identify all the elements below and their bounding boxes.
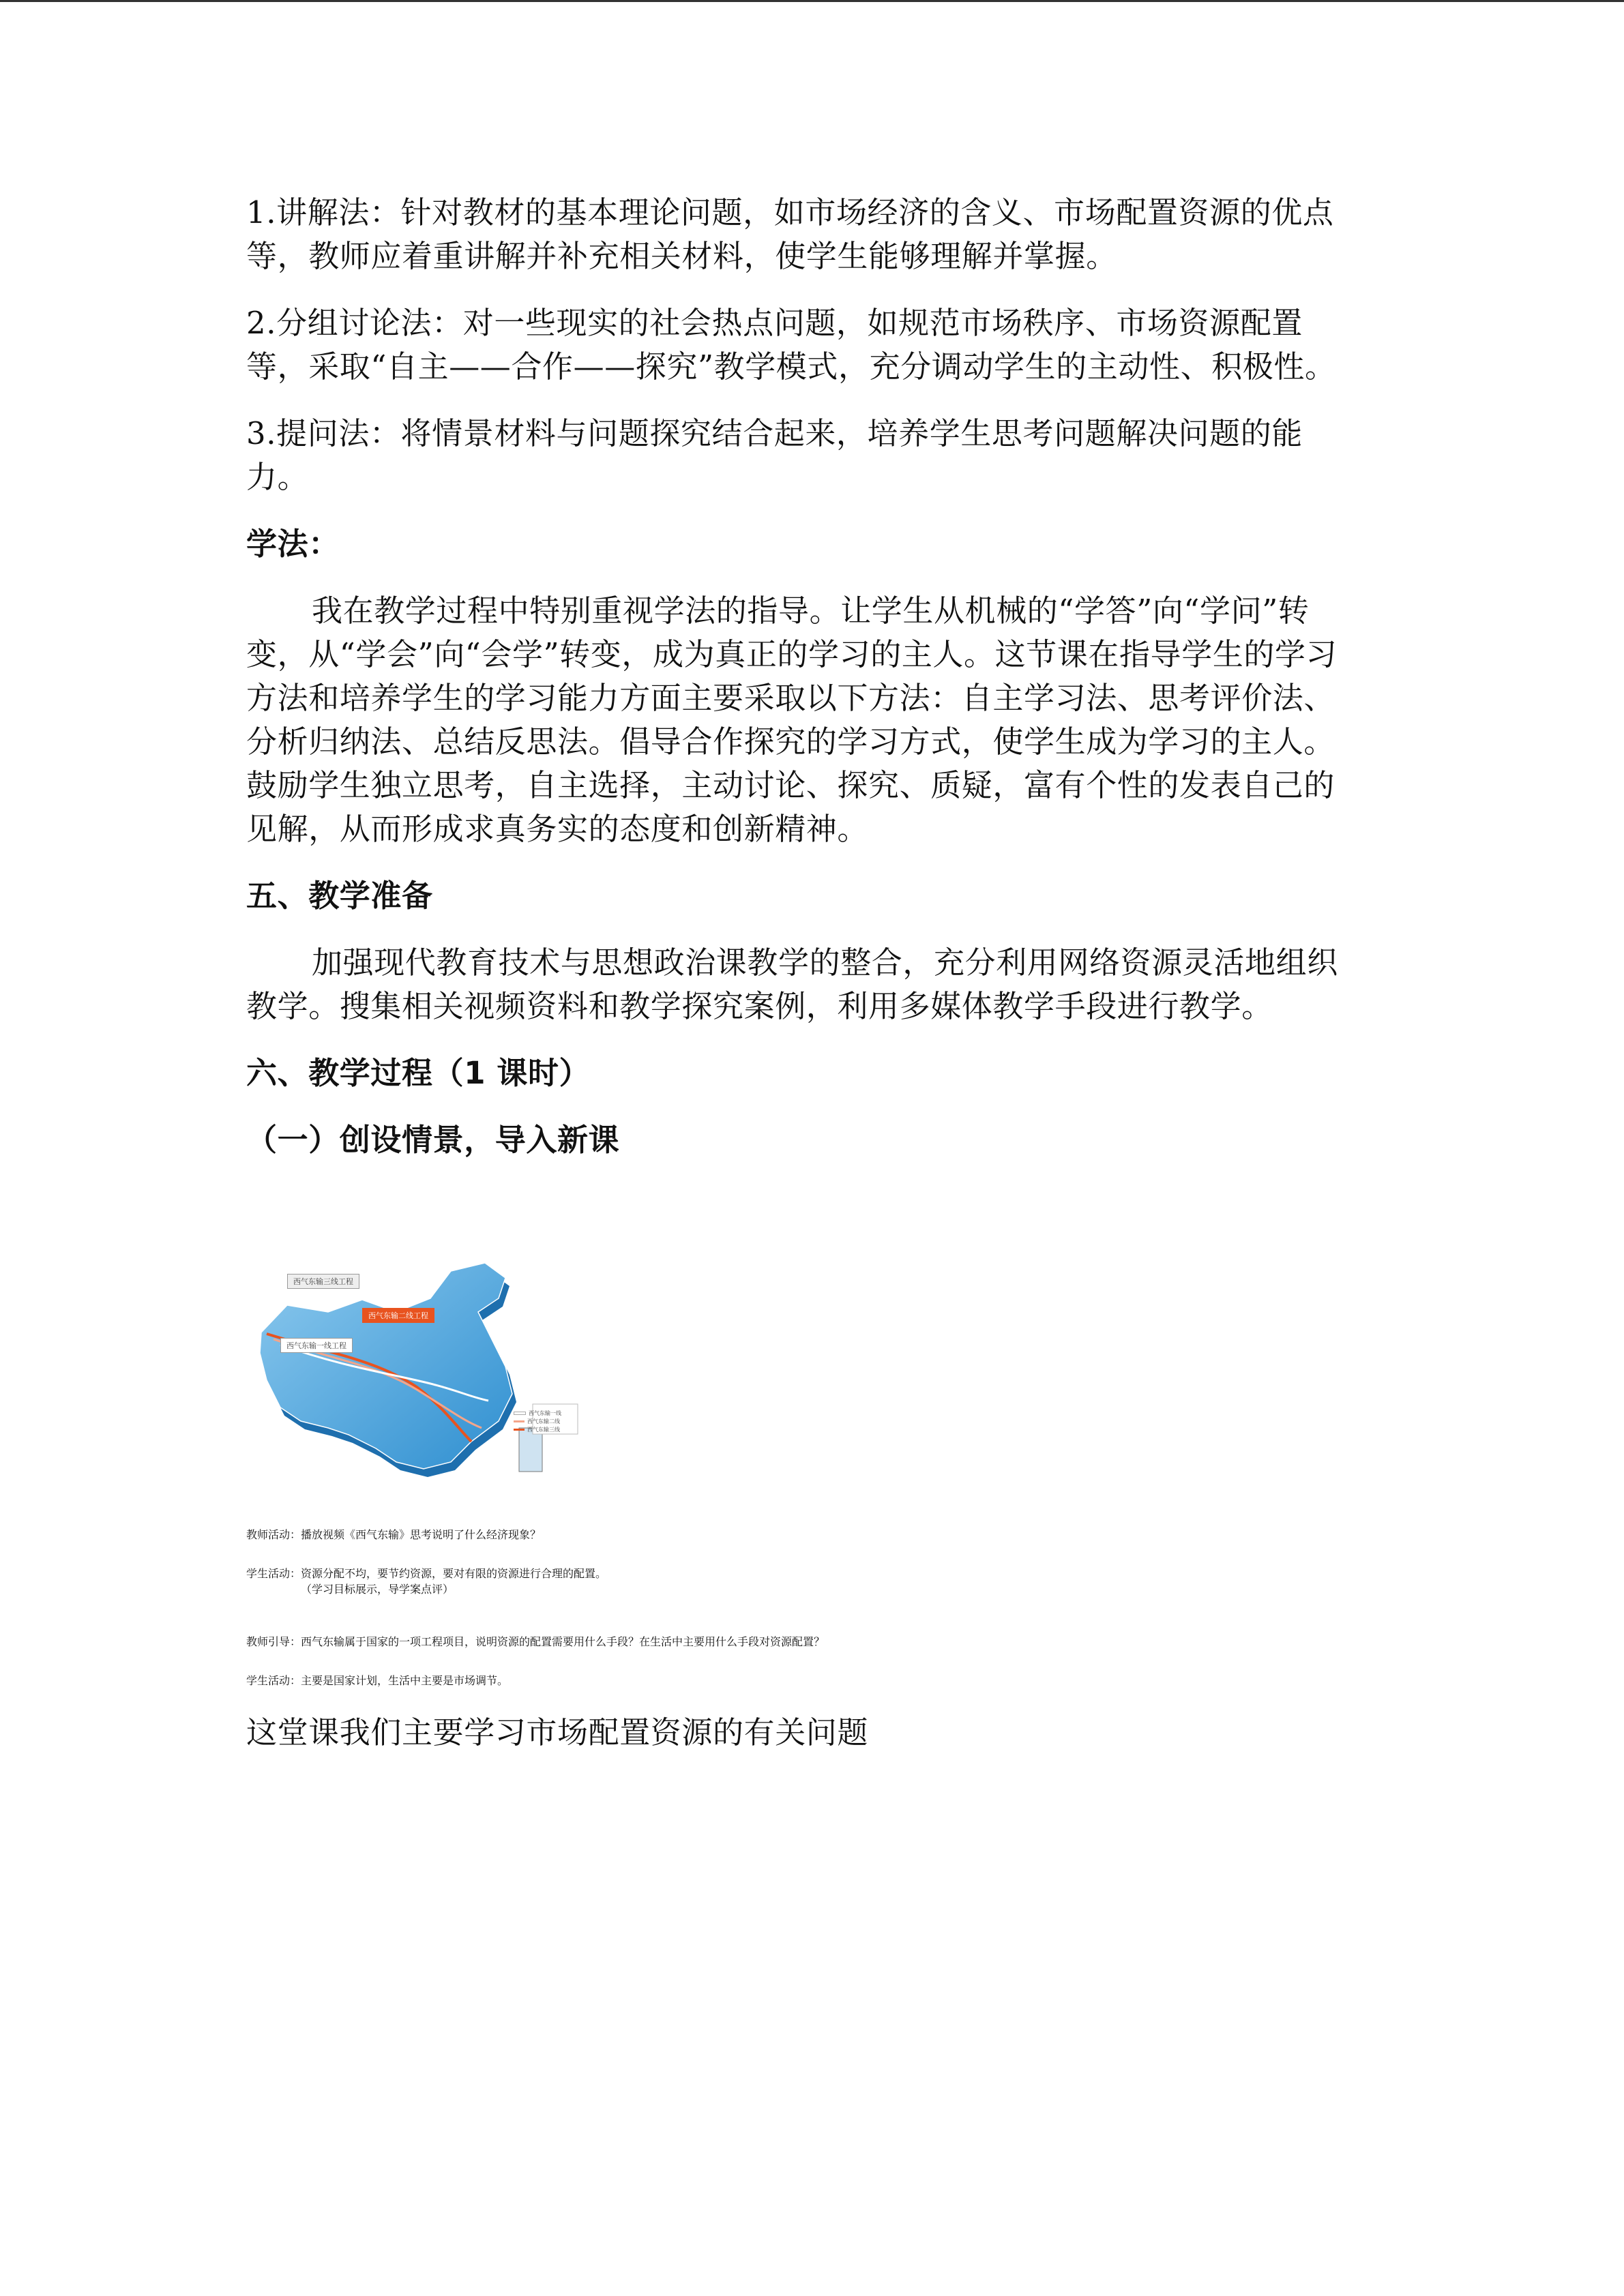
dialogue-teacher-guidance — [246, 1633, 1365, 1649]
dialogue-text: 资源分配不均，要节约资源，要对有限的资源进行合理的配置。 — [301, 1567, 607, 1580]
china-map-image — [246, 1257, 580, 1489]
legend-item-3: 西气东输三线 — [514, 1425, 561, 1433]
learning-method-body: 我在教学过程中特别重视学法的指导。让学生从机械的“学答”向“学问”转变，从“学会”向“会学”转变，成为真正的学习的主人。这节课在指导学生的学习方法和培养学生的学习能力方面主要采取以下方法：自主学习法、思考评价法、分析归纳法、总结反思法。倡导合作探究的学习方式，使学生成为学习的主人。鼓励学生独立思考，自主选择，主动讨论、探究、质疑，富有个性的发表自己的见解，从而形成求真务实的态度和创新精神。 — [246, 593, 1338, 847]
process-subheading: （一）创设情景，导入新课 — [246, 1122, 620, 1158]
preparation-heading: 五、教学准备 — [246, 878, 433, 914]
dialogue-label: 教师引导： — [246, 1635, 301, 1648]
map-label-box-3: 西气东输一线工程 — [280, 1338, 353, 1353]
dialogue-text: 西气东输属于国家的一项工程项目，说明资源的配置需要用什么手段？在生活中主要用什么手段对资源配置？ — [301, 1635, 825, 1648]
legend-item-2: 西气东输二线 — [514, 1417, 561, 1425]
legend-item-1: 西气东输一线 — [514, 1409, 561, 1417]
map-label-box-1: 西气东输三线工程 — [287, 1274, 359, 1289]
method-lecture: 1.讲解法：针对教材的基本理论问题，如市场经济的含义、市场配置资源的优点等，教师应着重讲解并补充相关材料，使学生能够理解并掌握。 — [246, 194, 1334, 274]
map-legend — [514, 1409, 561, 1433]
south-sea-inset — [519, 1428, 542, 1472]
dialogue-text: 主要是国家计划，生活中主要是市场调节。 — [301, 1674, 509, 1687]
dialogue-label: 教师活动： — [246, 1528, 301, 1541]
learning-method-heading: 学法： — [246, 526, 340, 562]
process-heading: 六、教学过程（1 课时） — [246, 1055, 591, 1091]
dialogue-student-activity-2 — [246, 1672, 1365, 1688]
map-label-box-2: 西气东输二线工程 — [362, 1308, 434, 1323]
document-page — [246, 191, 1365, 1755]
map-land — [260, 1263, 512, 1469]
closing-line: 这堂课我们主要学习市场配置资源的有关问题 — [246, 1714, 869, 1750]
dialogue-note: （学习目标展示，导学案点评） — [301, 1583, 454, 1596]
dialogue-label: 学生活动： — [246, 1567, 301, 1580]
preparation-body: 加强现代教育技术与思想政治课教学的整合，充分利用网络资源灵活地组织教学。搜集相关视频资料和教学探究案例，利用多媒体教学手段进行教学。 — [246, 944, 1338, 1024]
dialogue-label: 学生活动： — [246, 1674, 301, 1687]
dialogue-student-activity-1 — [246, 1565, 1365, 1596]
dialogue-teacher-activity — [246, 1526, 1365, 1542]
method-group-discussion: 2.分组讨论法：对一些现实的社会热点问题，如规范市场秩序、市场资源配置等，采取“自主——合作——探究”教学模式，充分调动学生的主动性、积极性。 — [246, 305, 1336, 385]
pipeline-map-figure — [246, 1257, 580, 1489]
dialogue-text: 播放视频《西气东输》思考说明了什么经济现象？ — [301, 1528, 542, 1541]
page-top-border — [0, 0, 1624, 2]
method-questioning: 3.提问法：将情景材料与问题探究结合起来，培养学生思考问题解决问题的能力。 — [246, 415, 1303, 495]
